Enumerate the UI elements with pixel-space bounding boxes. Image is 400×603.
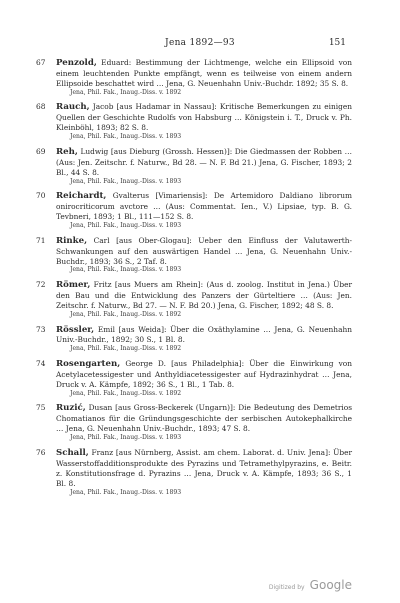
entry-description: George D. [aus Philadelphia]: Über die Einwirkung von Acetylacetessigester und Anthyldiacetessigester auf Hydrazinhydrat … Jena, Druck v. A. Kämpfe, 1892; 36 S., 1 Bl., 1 Tab. 8. <box>56 359 352 389</box>
entry-note: Jena, Phil. Fak., Inaug.-Diss. v. 1893 <box>70 221 182 229</box>
list-item <box>36 403 352 442</box>
author-name: Rössler, <box>56 324 95 335</box>
entry-note: Jena, Phil. Fak., Inaug.-Diss. v. 1892 <box>70 345 182 353</box>
entry-number: 71 <box>36 235 46 245</box>
entry-note: Jena, Phil. Fak., Inaug.-Diss. v. 1892 <box>70 88 182 96</box>
digitized-watermark <box>269 574 352 593</box>
author-name: Reichardt, <box>56 191 107 202</box>
entry-number: 73 <box>36 324 46 334</box>
entry-text <box>56 359 352 390</box>
watermark-brand: Google <box>309 578 352 592</box>
entry-description: Gvalterus [Vimariensis]: De Artemidoro Daldiano librorum onirocriticorum avctore … (Aus: Commentat. Ien., V.) Lipsiae, typ. B. G. Tevbneri, 1893; 1 Bl., 111—152 S. 8. <box>56 191 352 222</box>
entry-note: Jena, Phil. Fak., Inaug.-Diss. v. 1893 <box>70 133 182 141</box>
list-item <box>36 191 352 230</box>
entry-text <box>56 236 352 267</box>
entry-description: Fritz [aus Muers am Rhein]: (Aus d. zoolog. Institut in Jena.) Über den Bau und die Entwicklung des Panzers der Gürteltiere … (Aus: Jen. Zeitschr. f. Naturw., Bd 27. — N. F. Bd 20.) Jena, G. Fischer, 1892; 48 S. 8. <box>56 280 352 310</box>
entry-description: Franz [aus Nürnberg, Assist. am chem. Laborat. d. Univ. Jena]: Über Wasserstoffadditionsprodukte des Pyrazins und Tetramethylpyrazins, e. Beitr. z. Konstitutionsfrage d. Pyrazins … Jena, Druck v. A. Kämpfe, 1893; 36 S., 1 Bl. 8. <box>56 447 352 488</box>
entry-description: Emil [aus Weida]: Über die Oxäthylamine … Jena, G. Neuenhahn Univ.-Buchdr., 1892; 30 S., 1 Bl. 8. <box>56 324 352 345</box>
author-name: Rauch, <box>56 102 90 113</box>
entry-number: 72 <box>36 280 46 290</box>
entry-list <box>36 58 352 502</box>
author-name: Rinke, <box>56 235 88 246</box>
entry-note: Jena, Phil. Fak., Inaug.-Diss. v. 1892 <box>70 310 182 318</box>
list-item <box>36 359 352 398</box>
author-name: Ruzić, <box>56 403 86 414</box>
entry-description: Eduard: Bestimmung der Lichtmenge, welche ein Ellipsoid von einem leuchtenden Punkte empfängt, wenn es teilweise von einem andern Ellipsoide beschattet wird … Jena, G. Neuenhahn Univ.-Buchdr. 1892; 35 S. 8. <box>56 58 352 88</box>
author-name: Römer, <box>56 280 91 291</box>
list-item <box>36 325 352 354</box>
author-name: Penzold, <box>56 58 97 68</box>
list-item <box>36 102 352 141</box>
entry-number: 67 <box>36 58 46 67</box>
entry-note: Jena, Phil. Fak., Inaug.-Diss. v. 1893 <box>70 488 182 496</box>
entry-number: 69 <box>36 146 46 156</box>
list-item <box>36 280 352 319</box>
page-number: 151 <box>328 38 346 48</box>
entry-number: 74 <box>36 359 46 369</box>
author-name: Reh, <box>56 146 78 157</box>
entry-description: Jacob [aus Hadamar in Nassau]: Kritische Bemerkungen zu einigen Quellen der Geschichte Rudolfs von Habsburg … Königstein i. T., Druck v. Ph. Kleinböhl, 1893; 82 S. 8. <box>56 102 352 133</box>
author-name: Schall, <box>56 447 89 458</box>
entry-note: Jena, Phil. Fak., Inaug.-Diss. v. 1893 <box>70 177 182 185</box>
entry-note: Jena, Phil. Fak., Inaug.-Diss. v. 1893 <box>70 434 182 442</box>
entry-description: Carl [aus Ober-Glogau]: Ueber den Einfluss der Valutawerth-Schwankungen auf den auswärtigen Handel … Jena, G. Neuenhahn Univ.-Buchdr., 1893; 36 S., 2 Taf. 8. <box>56 235 352 266</box>
entry-description: Dusan [aus Gross-Beckerek (Ungarn)]: Die Bedeutung des Demetrios Chomatianos für die Gründungsgeschichte der serbischen Autokephalkirche … Jena, G. Neuenhahn Univ.-Buchdr., 1893; 47 S. 8. <box>56 403 352 434</box>
entry-text <box>56 102 352 133</box>
list-item <box>36 58 352 97</box>
list-item <box>36 147 352 186</box>
list-item <box>36 236 352 275</box>
entry-text <box>56 191 352 222</box>
entry-number: 76 <box>36 447 46 457</box>
running-title: Jena 1892—93 <box>165 38 235 48</box>
watermark-prefix: Digitized by <box>268 584 305 591</box>
list-item <box>36 448 352 497</box>
entry-text <box>56 58 352 89</box>
author-name: Rosengarten, <box>56 359 121 370</box>
entry-number: 68 <box>36 102 46 112</box>
entry-number: 70 <box>36 191 46 201</box>
entry-description: Ludwig [aus Dieburg (Grossh. Hessen)]: Die Giedmassen der Robben … (Aus: Jen. Zeitschr. f. Naturw., Bd 28. — N. F. Bd 21.) Jena, G. Fischer, 1893; 2 Bl., 44 S. 8. <box>56 146 352 177</box>
entry-note: Jena, Phil. Fak., Inaug.-Diss. v. 1893 <box>70 266 182 274</box>
entry-text <box>56 448 352 489</box>
entry-note: Jena, Phil. Fak., Inaug.-Diss. v. 1892 <box>70 389 182 397</box>
entry-text <box>56 403 352 434</box>
entry-text <box>56 325 352 346</box>
entry-text <box>56 147 352 178</box>
entry-text <box>56 280 352 311</box>
entry-number: 75 <box>36 403 46 413</box>
page-header <box>0 38 400 52</box>
